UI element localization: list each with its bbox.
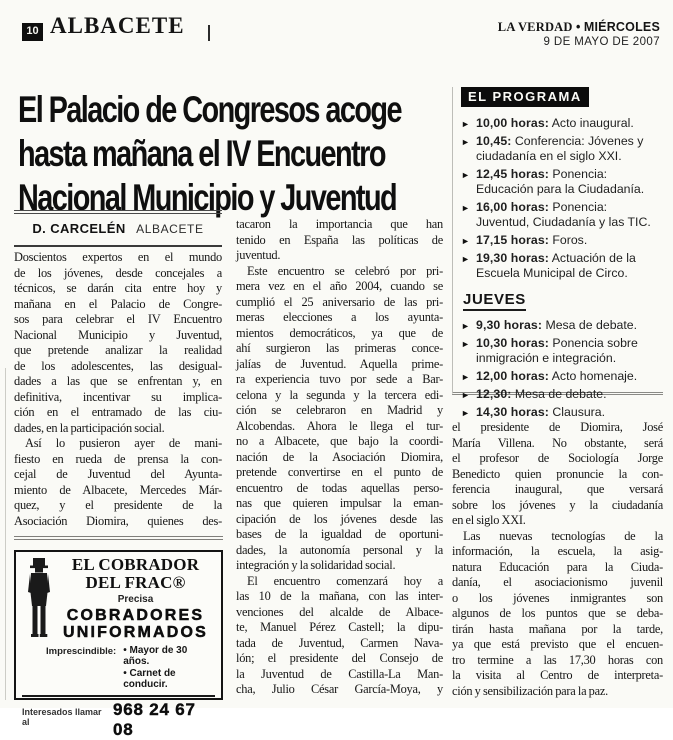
article-line: técnicos, se darán cita entre hoy y <box>14 281 222 295</box>
masthead <box>498 20 660 48</box>
article-line: dades, en la participación social. <box>14 420 165 435</box>
program-item-text: 19,30 horas: Actuación de la Escuela Municipal de Circo. <box>476 251 636 280</box>
program-item-text: 16,00 horas: Ponencia: Juventud, Ciudadanía y las TIC. <box>476 200 651 229</box>
ad-big-line1: COBRADORES <box>66 607 205 624</box>
paragraph <box>14 436 222 529</box>
article-line: Este encuentro se celebró por pri- <box>247 263 443 278</box>
article-line: el presidente de Diomira, José <box>452 420 663 434</box>
ad-requirement-item: • Mayor de 30 años. <box>123 645 188 667</box>
article-line: tirán hasta mañana por la tarde, <box>452 621 663 636</box>
article-line: Doscientos expertos en el mundo <box>14 250 222 264</box>
article-line: la visita al Centro de interpreta- <box>452 668 663 682</box>
program-title: EL PROGRAMA <box>461 87 589 107</box>
article-line: la Juventud de Castilla-La Man- <box>236 666 443 681</box>
byline-place: ALBACETE <box>136 222 204 236</box>
article-line: ción en el entramado de las ciu- <box>14 405 222 419</box>
ad-big-line2: UNIFORMADOS <box>62 623 209 641</box>
article-line: Alcobendas. Ahora le llega el tur- <box>236 418 443 433</box>
paragraph <box>452 420 663 529</box>
article-line: las 10 de la mañana, con las inter- <box>236 589 443 603</box>
ad-requirements-label: Imprescindible: <box>46 646 117 657</box>
article-line: mera vez en el año 2004, cuando se <box>236 279 443 293</box>
article-line: celona y la segunda y la tercera edi- <box>236 387 443 402</box>
ad-text-block <box>56 556 215 641</box>
article-line: El encuentro comenzará hoy a <box>247 573 443 588</box>
article-line: algunos de los puntos que se deba- <box>452 606 663 620</box>
article-line: mientos democráticos, ya que de <box>236 325 443 340</box>
ad-title-line1: EL COBRADOR <box>71 555 200 574</box>
edition-date: 9 DE MAYO DE 2007 <box>543 36 660 48</box>
article-line: no a Albacete, que bajo la coordi- <box>236 434 443 448</box>
program-item-text: 10,30 horas: Ponencia sobre inmigración e integración. <box>476 336 638 365</box>
ad-top-section <box>22 556 215 641</box>
newspaper-name: LA VERDAD <box>497 20 573 34</box>
program-box <box>452 87 663 419</box>
article-line: ra experiencia tuvo por sede a Bar- <box>236 372 443 386</box>
article-line: cipación de los jóvenes desde las <box>236 511 443 526</box>
paragraph <box>14 250 222 436</box>
arrow-icon: ► <box>461 236 470 246</box>
headline-line: El Palacio de Congresos acoge <box>18 89 402 130</box>
program-day-label: JUEVES <box>463 291 526 311</box>
byline-author: D. CARCELÉN <box>32 221 126 236</box>
article-column-3 <box>452 420 663 699</box>
program-item <box>461 116 663 131</box>
article-line: ferencia inaugural, que versará <box>452 482 663 496</box>
program-item <box>461 200 663 230</box>
article-line: sos para celebrar el IV Encuentro <box>14 312 222 326</box>
program-item <box>461 251 663 281</box>
article-line: pretende convertirse en el punto de <box>236 465 443 479</box>
section-divider <box>208 25 210 41</box>
program-item <box>461 233 663 248</box>
arrow-icon: ► <box>461 119 470 129</box>
article-line: Asociación Diomira, quienes des- <box>14 513 222 528</box>
masthead-line1 <box>498 20 660 35</box>
article-line: mañana en el Palacio de Congre- <box>14 296 222 311</box>
arrow-icon: ► <box>461 339 470 349</box>
headline-line: hasta mañana el IV Encuentro <box>18 133 385 174</box>
bullet-separator: • <box>575 20 581 34</box>
ad-phone-row <box>22 695 215 740</box>
article-column-2 <box>236 217 443 698</box>
arrow-icon: ► <box>461 137 470 147</box>
article-line: tenido en España las políticas de <box>236 232 443 247</box>
program-item <box>461 318 663 333</box>
article-line: quez, y el presidente de la <box>14 498 222 512</box>
arrow-icon: ► <box>461 254 470 264</box>
program-item <box>461 369 663 384</box>
weekday: MIÉRCOLES <box>583 20 660 34</box>
article-line: nación de la Asociación Diomira, <box>236 449 443 464</box>
program-item <box>461 387 663 402</box>
arrow-icon: ► <box>461 372 470 382</box>
article-line: o los jóvenes inmigrantes son <box>452 590 663 605</box>
program-item <box>461 336 663 366</box>
article-line: bases de la igualdad de oportuni- <box>236 527 443 541</box>
article-line: de los adolescentes, las desigual- <box>14 358 222 373</box>
ad-phone-number: 968 24 67 08 <box>112 700 196 739</box>
article-line: en el siglo XXI. <box>452 513 526 527</box>
program-wednesday-list <box>461 116 663 281</box>
program-item-text: 12,30: Mesa de debate. <box>476 387 607 401</box>
arrow-icon: ► <box>461 170 470 180</box>
advertisement <box>14 550 223 739</box>
article-line: integración y la solidaridad social. <box>236 558 396 572</box>
article-line: tada de Juventud, Carmen Nava- <box>236 635 443 650</box>
article-line: información, la escuela, la asig- <box>452 544 663 558</box>
article-line: lón; el presidente del Consejo de <box>236 651 443 665</box>
article-line: Nacional Municipio y Juventud, <box>14 327 222 342</box>
arrow-icon: ► <box>461 408 470 418</box>
paragraph <box>236 574 443 698</box>
article-line: natura Educación para la Ciuda- <box>452 559 663 574</box>
article-line: ción y sensibilización para la paz. <box>452 683 608 698</box>
article-line: jalías de Juventud. Aquella prime- <box>236 356 443 371</box>
program-item-text: 17,15 horas: Foros. <box>476 233 588 247</box>
paragraph <box>236 264 443 574</box>
page-number-badge: 10 <box>22 23 43 41</box>
program-item-text: 9,30 horas: Mesa de debate. <box>476 318 638 332</box>
article-line: dades a las que se enfrentan y, en <box>14 374 222 388</box>
program-item <box>461 134 663 164</box>
ad-requirement-item: • Carnet de conducir. <box>123 668 176 690</box>
article-line: te, Manuel Pérez Castell; la dipu- <box>236 620 443 634</box>
ad-title-line2: DEL FRAC® <box>85 573 186 592</box>
article-line: que pretende analizar la realidad <box>14 343 222 357</box>
paragraph <box>236 217 443 264</box>
article-line: dades, la autonomía personal y la <box>236 542 443 557</box>
program-item <box>461 167 663 197</box>
article-line: ya que está previsto que el encuen- <box>452 637 663 651</box>
article-line: cumplió el 25 aniversario de las pri- <box>236 294 443 309</box>
byline <box>14 210 222 247</box>
program-item <box>461 405 663 420</box>
program-item-text: 12,45 horas: Ponencia: Educación para la Ciudadanía. <box>476 167 645 196</box>
article-line: tro termine a las 17,30 horas con <box>452 652 663 667</box>
divider-rule <box>14 536 223 540</box>
article-line: cha, Julio César García-Moya, y <box>236 682 443 696</box>
program-item-text: 12,00 horas: Acto homenaje. <box>476 369 638 383</box>
article-line: cejal de Juventud del Ayunta- <box>14 467 222 481</box>
article-line: María Villena. No obstante, será <box>452 435 663 450</box>
ad-requirements-list <box>123 645 215 691</box>
section-title: ALBACETE <box>50 13 185 38</box>
ad-phone-label: Interesados llamar al <box>22 707 102 727</box>
program-thursday-list <box>461 318 663 420</box>
article-line: definitiva, incentivar su implica- <box>14 389 222 404</box>
frac-man-icon <box>22 558 56 638</box>
article-line: tacaron la importancia que han <box>236 217 443 231</box>
program-item-text: 10,00 horas: Acto inaugural. <box>476 116 634 130</box>
headline-line: Nacional Municipio y Juventud <box>18 177 397 218</box>
article-line: de los jóvenes, desde concejales a <box>14 265 222 280</box>
article-line: Así lo pusieron ayer de mani- <box>25 436 222 450</box>
page-edge-line <box>5 368 6 700</box>
article-line: venciones del alcalde de Albace- <box>236 604 443 619</box>
ad-subtitle: Precisa <box>117 594 154 605</box>
arrow-icon: ► <box>461 203 470 213</box>
article-line: el profesor de Sociología Jorge <box>452 451 663 465</box>
article-line: Benedicto quien pronuncie la con- <box>452 466 663 481</box>
program-item-text: 10,45: Conferencia: Jóvenes y ciudadanía en el siglo XXI. <box>476 134 644 163</box>
ad-requirements <box>22 645 215 691</box>
arrow-icon: ► <box>461 390 470 400</box>
article-line: danía, el asociacionismo juvenil <box>452 575 663 589</box>
article-line: miento de Albacete, Mercedes Már- <box>14 482 222 497</box>
article-line: ahí surgieron las primeras conce- <box>236 341 443 355</box>
article-line: sobre los jóvenes y la ciudadanía <box>452 497 663 512</box>
article-line: nas que quieren impulsar la eman- <box>236 496 443 510</box>
article-line: juventud. <box>236 248 281 262</box>
program-item-text: 14,30 horas: Clausura. <box>476 405 606 419</box>
headline <box>18 88 455 220</box>
paragraph <box>452 529 663 700</box>
article-line: encuentro de todas aquellas perso- <box>236 480 443 495</box>
article-line: Las nuevas tecnologías de la <box>463 528 663 543</box>
article-line: fiesto en rueda de prensa la con- <box>14 451 222 466</box>
article-column-1 <box>14 250 222 529</box>
arrow-icon: ► <box>461 321 470 331</box>
article-line: meras elecciones a los ayunta- <box>236 310 443 324</box>
article-line: ción se celebraron en Madrid y <box>236 403 443 417</box>
